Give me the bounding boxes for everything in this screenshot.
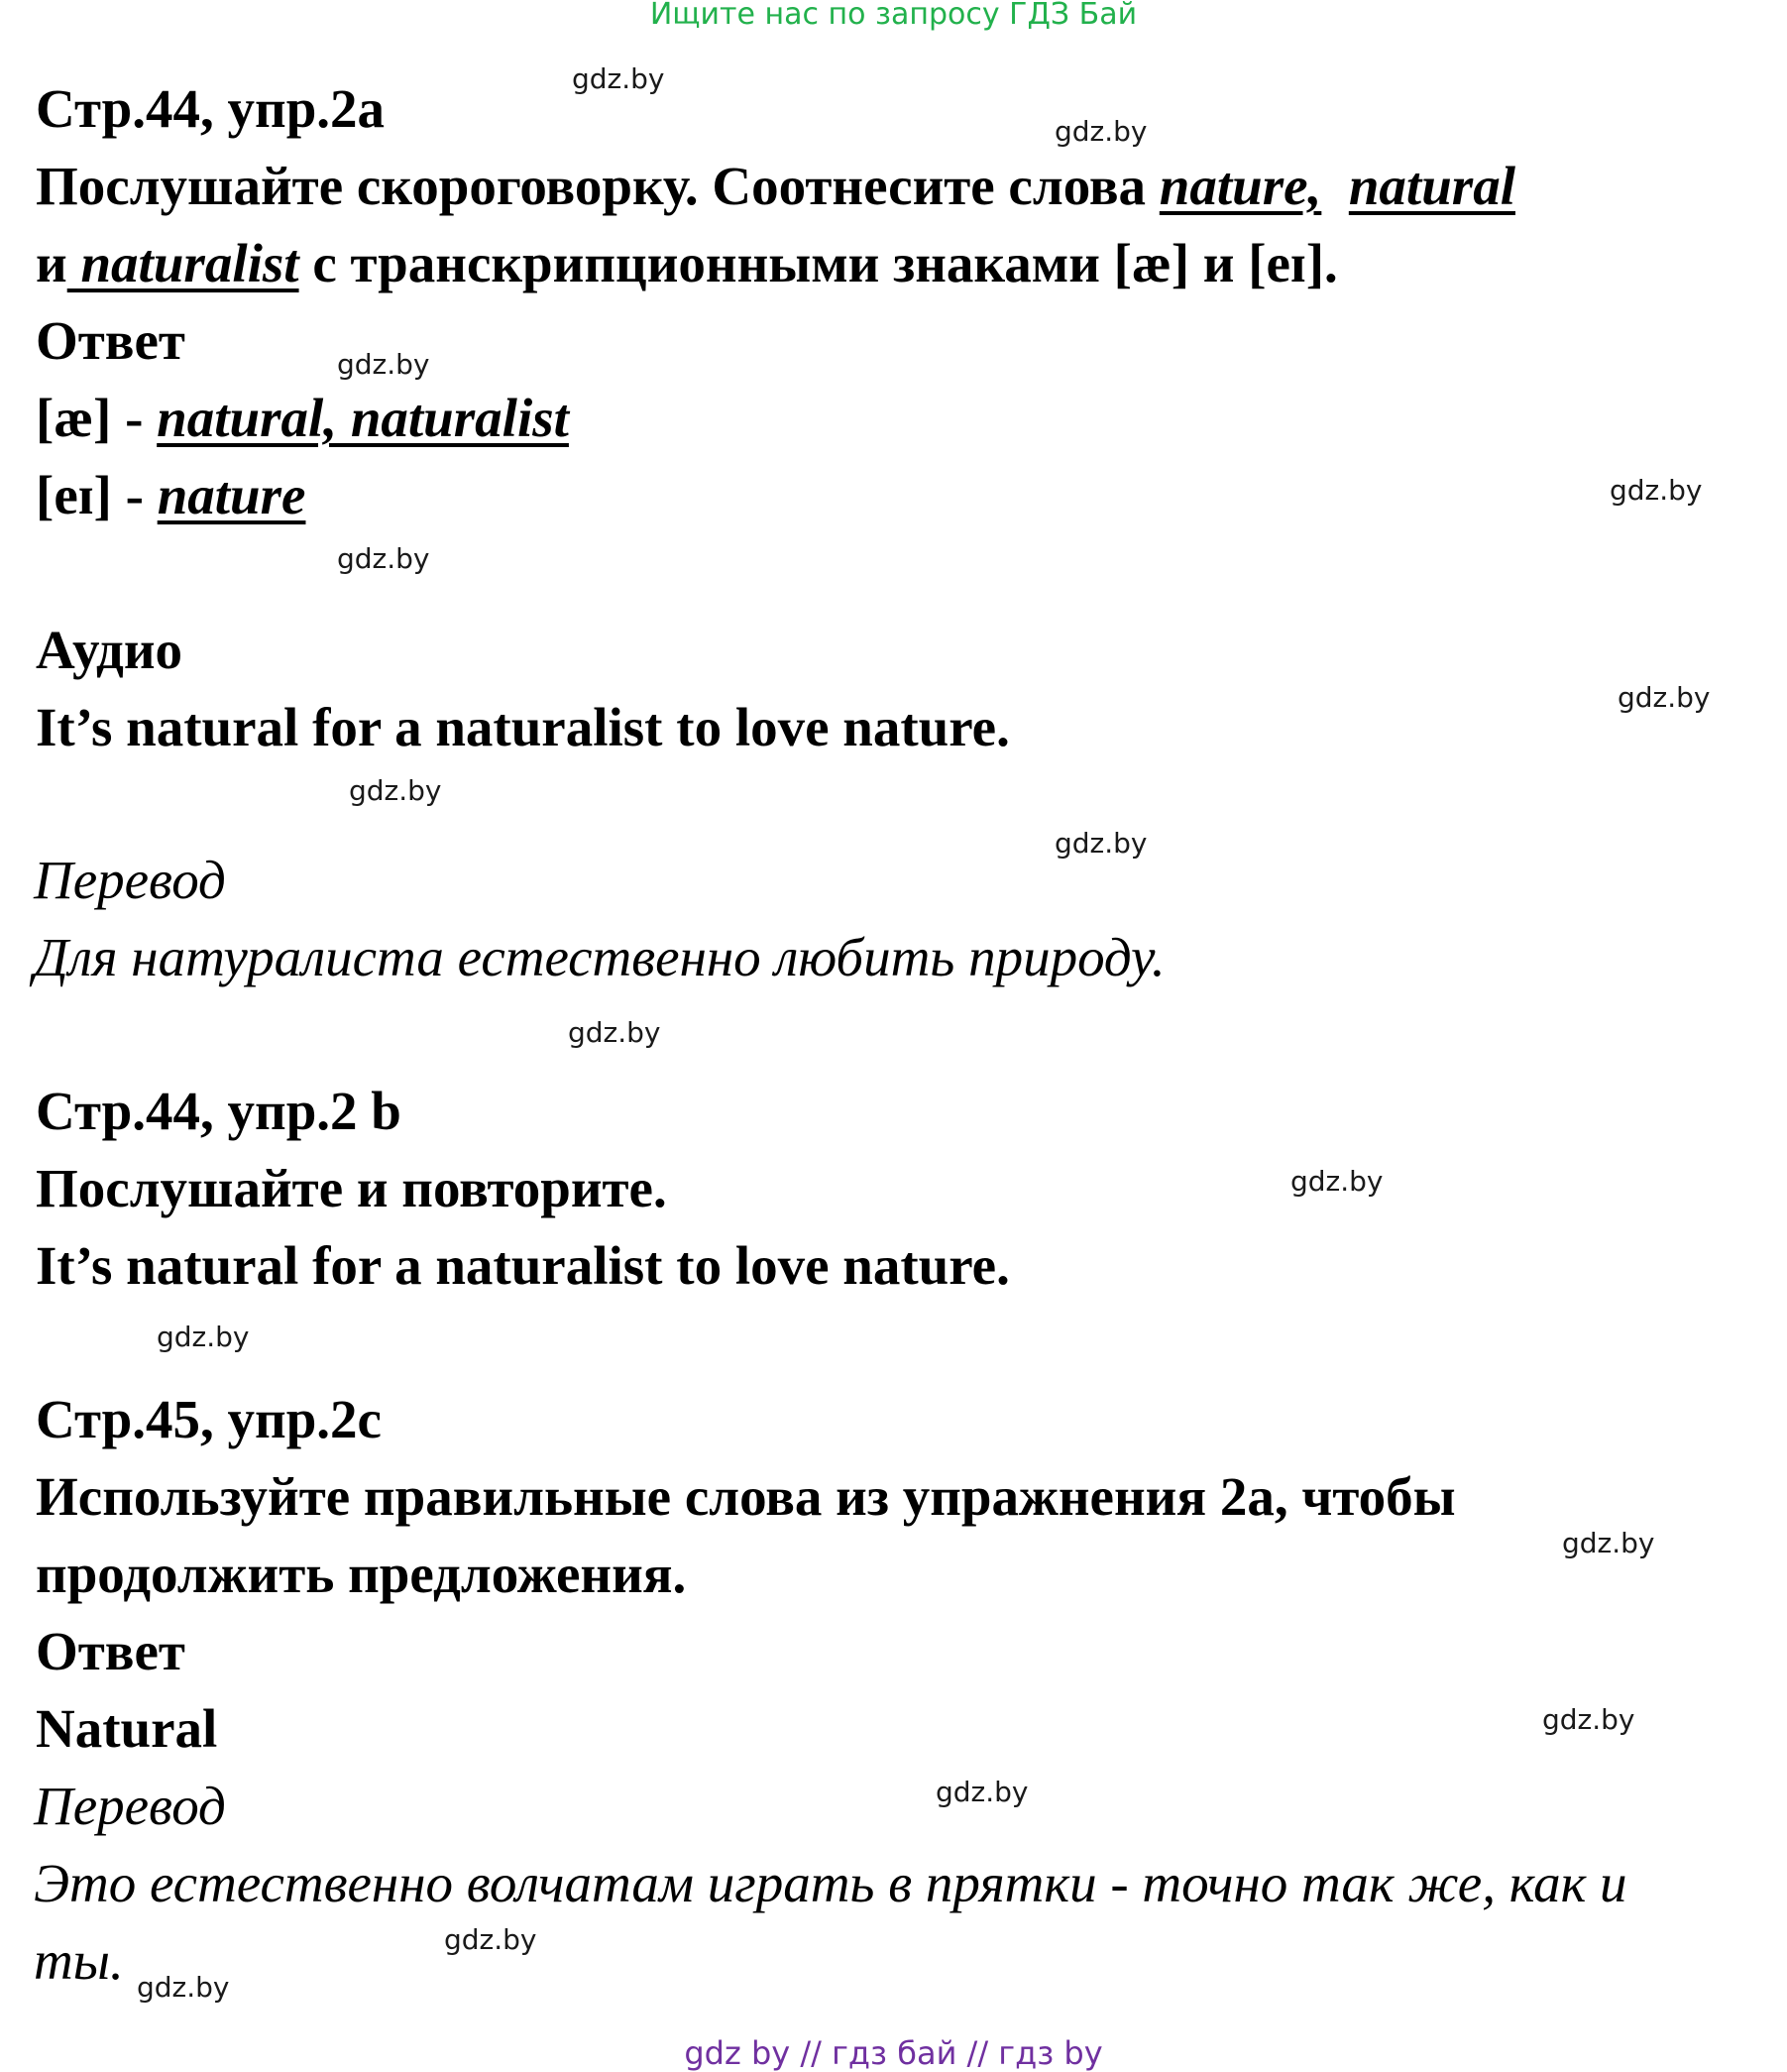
s1-task-rest: с транскрипционными знаками [æ] и [eɪ]. xyxy=(298,233,1338,293)
s3-task-line2: продолжить предложения. xyxy=(36,1544,687,1604)
s1-task-and: и xyxy=(36,233,67,293)
watermark: gdz.by xyxy=(568,1016,661,1049)
s1-answer-ae-words: natural, naturalist xyxy=(157,388,569,448)
watermark: gdz.by xyxy=(1290,1165,1384,1198)
s1-audio-label: Аудио xyxy=(36,620,183,680)
s3-translation-line1: Это естественно волчатам играть в прятки - точно так же, как и xyxy=(34,1853,1627,1913)
s1-answer-ei xyxy=(36,465,306,525)
s1-audio-text: It’s natural for a naturalist to love nature. xyxy=(36,697,1010,757)
s1-answer-label: Ответ xyxy=(36,310,185,371)
s1-word-natural: natural xyxy=(1348,156,1515,216)
s2-task: Послушайте и повторите. xyxy=(36,1158,667,1218)
s1-task-line1 xyxy=(36,156,1515,216)
watermark: gdz.by xyxy=(337,542,430,575)
search-banner: Ищите нас по запросу ГДЗ Бай xyxy=(649,0,1138,32)
s1-word-nature: nature, xyxy=(1159,156,1322,216)
s1-task-text: Послушайте скороговорку. Соотнесите слова xyxy=(36,156,1160,216)
s1-task-line2 xyxy=(36,233,1338,293)
watermark: gdz.by xyxy=(1610,474,1703,507)
watermark: gdz.by xyxy=(337,348,430,381)
watermark: gdz.by xyxy=(1542,1703,1635,1736)
watermark: gdz.by xyxy=(137,1971,230,2004)
s3-heading: Стр.45, упр.2с xyxy=(36,1389,382,1449)
s1-translation-label: Перевод xyxy=(34,850,226,910)
s2-heading: Стр.44, упр.2 b xyxy=(36,1081,401,1141)
s1-word-naturalist: naturalist xyxy=(66,233,299,293)
s1-answer-ei-words: nature xyxy=(157,465,306,525)
watermark: gdz.by xyxy=(444,1923,537,1956)
s3-answer: Natural xyxy=(36,1698,218,1759)
s1-heading: Стр.44, упр.2а xyxy=(36,78,386,139)
watermark: gdz.by xyxy=(349,774,442,807)
watermark: gdz.by xyxy=(1055,827,1148,860)
s3-translation-label: Перевод xyxy=(34,1776,226,1836)
watermark: gdz.by xyxy=(572,62,665,95)
s3-translation-line2: ты. xyxy=(34,1930,124,1991)
watermark: gdz.by xyxy=(1055,115,1148,148)
s3-task-line1: Используйте правильные слова из упражнения 2а, чтобы xyxy=(36,1466,1456,1527)
s2-text: It’s natural for a naturalist to love nature. xyxy=(36,1235,1010,1296)
watermark: gdz.by xyxy=(157,1321,250,1353)
footer-links: gdz by // гдз бай // гдз by xyxy=(684,2034,1103,2072)
s1-answer-ae-symbol: [æ] - xyxy=(36,388,158,448)
s1-answer-ae xyxy=(36,388,569,448)
watermark: gdz.by xyxy=(1618,681,1711,714)
watermark: gdz.by xyxy=(936,1776,1029,1808)
s1-translation-text: Для натуралиста естественно любить природу. xyxy=(34,927,1166,987)
s3-answer-label: Ответ xyxy=(36,1621,185,1681)
watermark: gdz.by xyxy=(1562,1527,1655,1559)
s1-answer-ei-symbol: [eɪ] - xyxy=(36,465,158,525)
